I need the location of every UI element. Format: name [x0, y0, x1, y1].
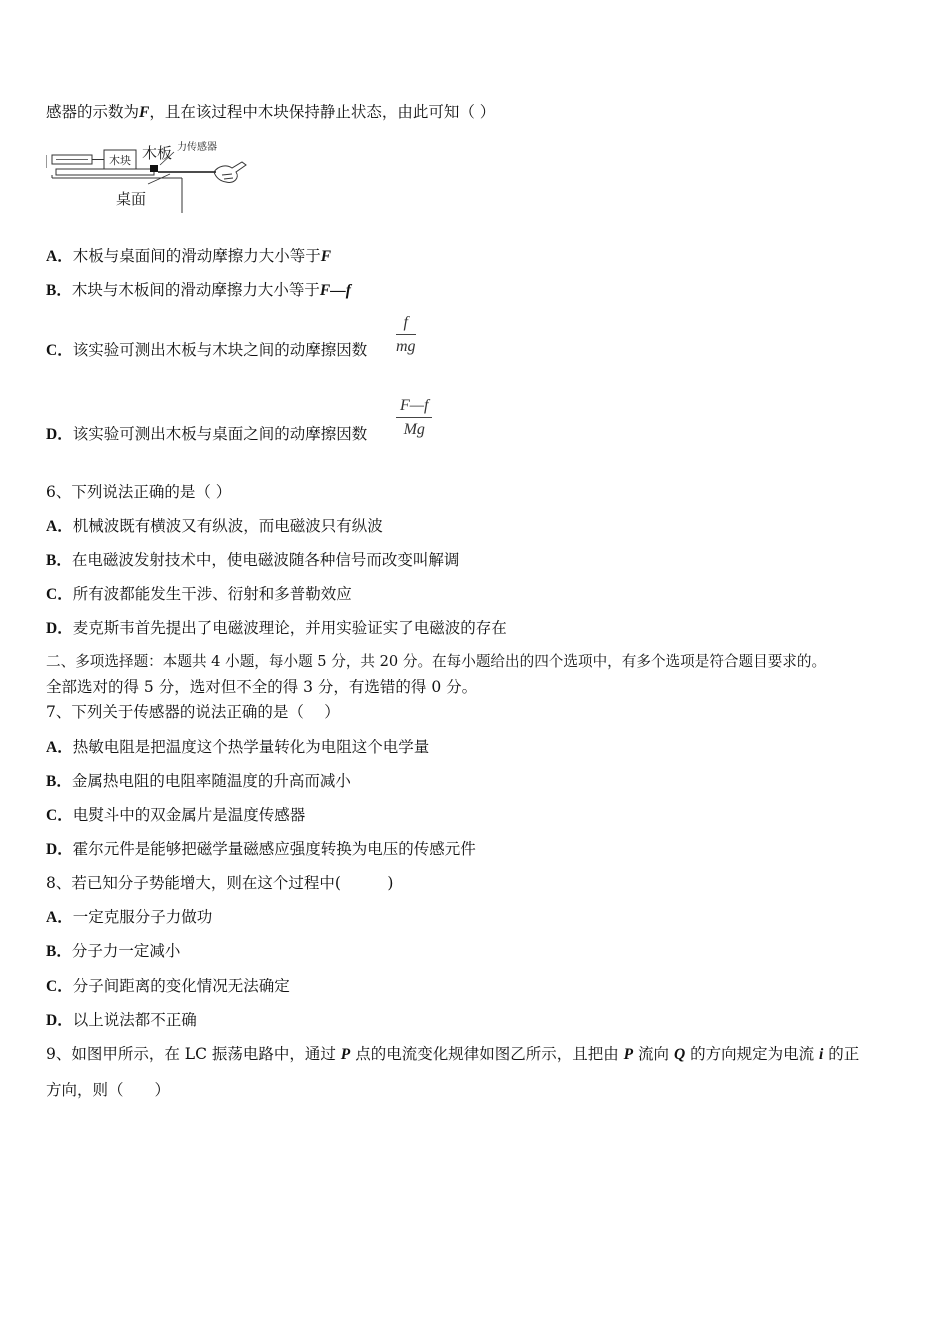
q5-option-a[interactable]	[46, 245, 331, 268]
option-label: A．	[46, 518, 73, 535]
option-label: D．	[46, 1012, 73, 1029]
q9-text: 点的电流变化规律如图乙所示，且把由	[350, 1045, 624, 1063]
option-label: D．	[46, 620, 73, 637]
section2-heading-line1: 二、多项选择题：本题共 4 小题，每小题 5 分，共 20 分。在每小题给出的四个选项中，有多个选项是符合题目要求的。	[46, 653, 827, 670]
q8-option-d[interactable]	[46, 1009, 197, 1032]
option-text: 木板与桌面间的滑动摩擦力大小等于	[72, 247, 321, 265]
q5-option-b[interactable]	[46, 279, 351, 302]
q5-option-c[interactable]	[46, 339, 367, 362]
q9-stem-line2: 方向，则（ ）	[46, 1081, 171, 1099]
q5-option-d-fraction	[396, 397, 432, 439]
q5-option-c-fraction	[396, 314, 416, 356]
q5-intro	[46, 101, 495, 124]
option-text: 木块与木板间的滑动摩擦力大小等于	[71, 281, 320, 299]
q9-symbol-P: P	[623, 1046, 634, 1063]
option-text: 一定克服分子力做功	[72, 908, 213, 926]
hand-icon	[214, 162, 246, 182]
q7-option-b[interactable]	[46, 770, 351, 793]
q9-symbol-Q: Q	[673, 1046, 686, 1063]
q8-option-a[interactable]	[46, 906, 212, 929]
q7-option-c[interactable]	[46, 804, 305, 827]
wooden-board	[56, 169, 154, 175]
label-wooden-board: 木板	[142, 144, 173, 162]
label-table: 桌面	[116, 190, 147, 208]
option-text: 在电磁波发射技术中，使电磁波随各种信号而改变叫解调	[71, 551, 460, 569]
q7-option-d[interactable]	[46, 838, 476, 861]
q6-option-a[interactable]	[46, 515, 383, 538]
option-label: B．	[46, 552, 72, 569]
option-label: C．	[46, 807, 73, 824]
q6-option-c[interactable]	[46, 583, 352, 606]
q6-stem: 6、下列说法正确的是（ ）	[46, 483, 232, 501]
option-label: B．	[46, 282, 72, 299]
option-label: A．	[46, 248, 73, 265]
fraction-denominator: Mg	[403, 421, 425, 438]
q8-option-c[interactable]	[46, 975, 290, 998]
q5-experiment-figure	[46, 138, 266, 218]
section2-heading-line2: 全部选对的得 5 分，选对但不全的得 3 分，有选错的得 0 分。	[46, 678, 478, 696]
label-wooden-block: 木块	[109, 154, 131, 167]
option-text: 分子间距离的变化情况无法确定	[72, 977, 290, 995]
q6-option-d[interactable]	[46, 617, 507, 640]
q9-symbol-P: P	[340, 1046, 351, 1063]
q9-stem-line1	[46, 1043, 859, 1066]
q7-option-a[interactable]	[46, 736, 429, 759]
q9-symbol-i: i	[819, 1046, 824, 1063]
q5-intro-text-a: 感器的示数为	[46, 103, 140, 121]
q9-text: 的方向规定为电流	[685, 1045, 820, 1063]
option-symbol: F—f	[319, 282, 351, 299]
option-text: 分子力一定减小	[71, 942, 181, 960]
option-label: C．	[46, 342, 73, 359]
board-clip	[150, 165, 158, 172]
fraction-denominator: mg	[396, 338, 416, 355]
option-text: 以上说法都不正确	[72, 1011, 197, 1029]
fraction-numerator: f	[396, 314, 416, 335]
option-text: 所有波都能发生干涉、衍射和多普勒效应	[72, 585, 352, 603]
option-text: 该实验可测出木板与木块之间的动摩擦因数	[72, 341, 368, 359]
q6-option-b[interactable]	[46, 549, 459, 572]
q5-intro-text-b: ，且在该过程中木块保持静止状态，由此可知（ ）	[149, 103, 496, 121]
option-label: A．	[46, 739, 73, 756]
option-text: 电熨斗中的双金属片是温度传感器	[72, 806, 306, 824]
option-text: 霍尔元件是能够把磁学量磁感应强度转换为电压的传感元件	[72, 840, 476, 858]
option-label: D．	[46, 426, 73, 443]
q8-option-b[interactable]	[46, 940, 180, 963]
fraction-numerator: F—f	[396, 397, 432, 418]
q9-text: 的正	[823, 1045, 860, 1063]
option-label: C．	[46, 586, 73, 603]
option-label: B．	[46, 773, 72, 790]
option-text: 热敏电阻是把温度这个热学量转化为电阻这个电学量	[72, 738, 430, 756]
option-label: C．	[46, 978, 73, 995]
option-text: 机械波既有横波又有纵波，而电磁波只有纵波	[72, 517, 383, 535]
q7-stem: 7、下列关于传感器的说法正确的是（ ）	[46, 703, 340, 721]
q5-option-d[interactable]	[46, 423, 367, 446]
option-symbol: F	[320, 248, 332, 265]
label-force-sensor: 力传感器	[177, 142, 217, 153]
option-text: 该实验可测出木板与桌面之间的动摩擦因数	[72, 425, 368, 443]
q9-text: 9、如图甲所示，在 LC 振荡电路中，通过	[46, 1045, 341, 1063]
option-label: B．	[46, 943, 72, 960]
q9-text: 流向	[633, 1045, 674, 1063]
option-text: 金属热电阻的电阻率随温度的升高而减小	[71, 772, 351, 790]
q8-stem: 8、若已知分子势能增大，则在这个过程中( )	[46, 874, 394, 892]
option-label: A．	[46, 909, 73, 926]
option-text: 麦克斯韦首先提出了电磁波理论，并用实验证实了电磁波的存在	[72, 619, 507, 637]
q5-intro-symbol-F: F	[139, 104, 150, 121]
option-label: D．	[46, 841, 73, 858]
